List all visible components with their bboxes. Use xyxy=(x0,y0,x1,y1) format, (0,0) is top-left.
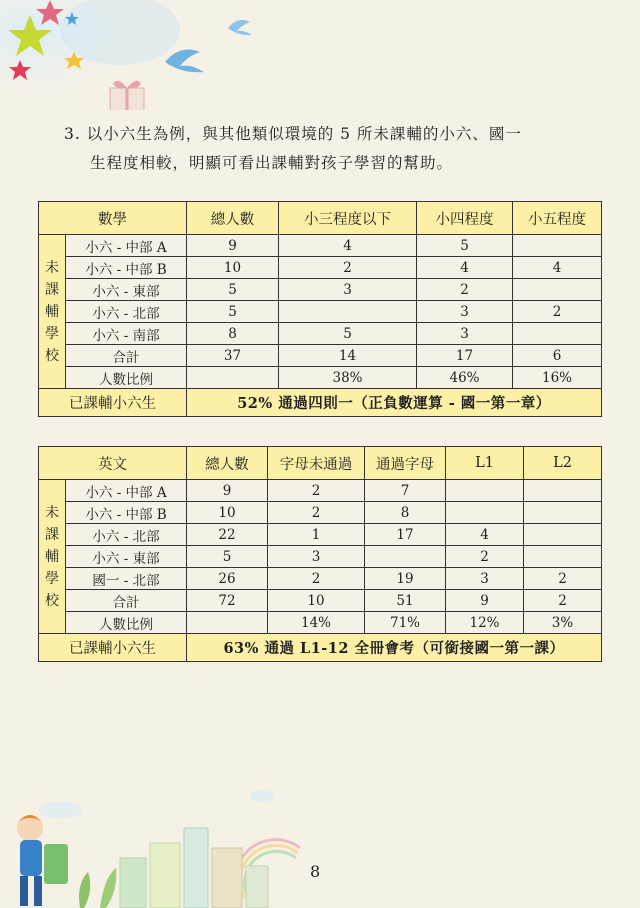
cell: 5 xyxy=(187,301,279,323)
cell: 1 xyxy=(268,524,365,546)
table-row xyxy=(39,612,602,634)
cell: 4 xyxy=(446,524,524,546)
cell: 8 xyxy=(365,502,446,524)
cell: 17 xyxy=(417,345,513,367)
row-label: 小六 - 中部 A xyxy=(66,235,187,257)
cell: 2 xyxy=(524,590,602,612)
table-row xyxy=(39,546,602,568)
table-row xyxy=(39,279,602,301)
cell: 22 xyxy=(187,524,268,546)
cell: 2 xyxy=(417,279,513,301)
row-label: 小六 - 中部 B xyxy=(66,257,187,279)
cell xyxy=(524,502,602,524)
cell: 5 xyxy=(417,235,513,257)
cell: 4 xyxy=(417,257,513,279)
table-row xyxy=(39,502,602,524)
footer-label: 已課輔小六生 xyxy=(39,634,187,662)
intro-paragraph xyxy=(64,120,584,178)
cell: 7 xyxy=(365,480,446,502)
cell xyxy=(513,323,602,345)
column-header: 通過字母 xyxy=(365,447,446,480)
cell: 2 xyxy=(513,301,602,323)
cell: 6 xyxy=(513,345,602,367)
cell xyxy=(187,612,268,634)
cell: 4 xyxy=(513,257,602,279)
cell: 9 xyxy=(187,480,268,502)
table-row xyxy=(39,367,602,389)
cell: 12% xyxy=(446,612,524,634)
cell: 2 xyxy=(279,257,417,279)
cell: 9 xyxy=(187,235,279,257)
table-row xyxy=(39,257,602,279)
row-label: 合計 xyxy=(66,590,187,612)
cell xyxy=(365,546,446,568)
side-char: 課 xyxy=(45,526,59,543)
side-char: 課 xyxy=(45,281,59,298)
cell: 5 xyxy=(187,546,268,568)
column-header: 字母未通過 xyxy=(268,447,365,480)
cell: 5 xyxy=(279,323,417,345)
cell xyxy=(187,367,279,389)
cell: 10 xyxy=(187,502,268,524)
cell xyxy=(513,279,602,301)
column-header: 小三程度以下 xyxy=(279,202,417,235)
side-char: 校 xyxy=(45,347,59,364)
side-label xyxy=(39,235,66,389)
cell xyxy=(524,546,602,568)
side-char: 輔 xyxy=(45,303,59,320)
cell: 8 xyxy=(187,323,279,345)
side-char: 未 xyxy=(45,259,59,276)
row-label: 小六 - 南部 xyxy=(66,323,187,345)
table-row xyxy=(39,568,602,590)
row-label: 合計 xyxy=(66,345,187,367)
footer-row xyxy=(39,634,602,662)
cell: 3 xyxy=(279,279,417,301)
row-label: 小六 - 中部 A xyxy=(66,480,187,502)
english-table xyxy=(38,446,602,662)
cell: 2 xyxy=(268,502,365,524)
cell: 2 xyxy=(268,480,365,502)
footer-value: 63% 通過 L1-12 全冊會考（可銜接國一第一課） xyxy=(187,634,602,662)
row-label: 小六 - 北部 xyxy=(66,301,187,323)
cell: 10 xyxy=(187,257,279,279)
cell: 2 xyxy=(268,568,365,590)
cell: 14 xyxy=(279,345,417,367)
header-row xyxy=(39,447,602,480)
side-char: 校 xyxy=(45,592,59,609)
row-label: 國一 - 北部 xyxy=(66,568,187,590)
cell: 2 xyxy=(446,546,524,568)
cell xyxy=(446,502,524,524)
footer-label: 已課輔小六生 xyxy=(39,389,187,417)
column-header: L1 xyxy=(446,447,524,480)
column-header: 小四程度 xyxy=(417,202,513,235)
table-row xyxy=(39,235,602,257)
cell: 9 xyxy=(446,590,524,612)
column-header: L2 xyxy=(524,447,602,480)
cell xyxy=(513,235,602,257)
cell: 51 xyxy=(365,590,446,612)
cell: 71% xyxy=(365,612,446,634)
row-label: 小六 - 東部 xyxy=(66,279,187,301)
side-char: 學 xyxy=(45,570,59,587)
column-header: 總人數 xyxy=(187,202,279,235)
side-char: 未 xyxy=(45,504,59,521)
subject-header: 英文 xyxy=(39,447,187,480)
child-city-illustration xyxy=(0,788,330,908)
cell: 4 xyxy=(279,235,417,257)
side-char: 學 xyxy=(45,325,59,342)
table-row xyxy=(39,590,602,612)
subject-header: 數學 xyxy=(39,202,187,235)
cell: 46% xyxy=(417,367,513,389)
side-char: 輔 xyxy=(45,548,59,565)
table-row xyxy=(39,301,602,323)
cell: 37 xyxy=(187,345,279,367)
cell: 72 xyxy=(187,590,268,612)
row-label: 小六 - 東部 xyxy=(66,546,187,568)
page-number: 8 xyxy=(310,862,321,881)
cell: 16% xyxy=(513,367,602,389)
cell xyxy=(446,480,524,502)
cell: 19 xyxy=(365,568,446,590)
cell: 3% xyxy=(524,612,602,634)
row-label: 人數比例 xyxy=(66,367,187,389)
math-table xyxy=(38,201,602,417)
footer-row xyxy=(39,389,602,417)
intro-line-1: 3. 以小六生為例，與其他類似環境的 5 所未課輔的小六、國一 xyxy=(64,125,522,143)
row-label: 小六 - 中部 B xyxy=(66,502,187,524)
table-row xyxy=(39,480,602,502)
cell: 5 xyxy=(187,279,279,301)
side-label xyxy=(39,480,66,634)
table-row xyxy=(39,524,602,546)
stars-birds-illustration xyxy=(0,0,260,110)
cell xyxy=(524,524,602,546)
cell: 3 xyxy=(417,301,513,323)
column-header: 總人數 xyxy=(187,447,268,480)
cell: 26 xyxy=(187,568,268,590)
column-header: 小五程度 xyxy=(513,202,602,235)
cell: 14% xyxy=(268,612,365,634)
cell: 10 xyxy=(268,590,365,612)
footer-value: 52% 通過四則一（正負數運算 - 國一第一章） xyxy=(187,389,602,417)
cell xyxy=(524,480,602,502)
cell: 2 xyxy=(524,568,602,590)
table-row xyxy=(39,323,602,345)
table-row xyxy=(39,345,602,367)
intro-line-2: 生程度相較，明顯可看出課輔對孩子學習的幫助。 xyxy=(90,154,454,172)
cell: 3 xyxy=(268,546,365,568)
cell: 38% xyxy=(279,367,417,389)
row-label: 小六 - 北部 xyxy=(66,524,187,546)
header-row xyxy=(39,202,602,235)
cell: 17 xyxy=(365,524,446,546)
row-label: 人數比例 xyxy=(66,612,187,634)
cell: 3 xyxy=(446,568,524,590)
cell xyxy=(279,301,417,323)
cell: 3 xyxy=(417,323,513,345)
